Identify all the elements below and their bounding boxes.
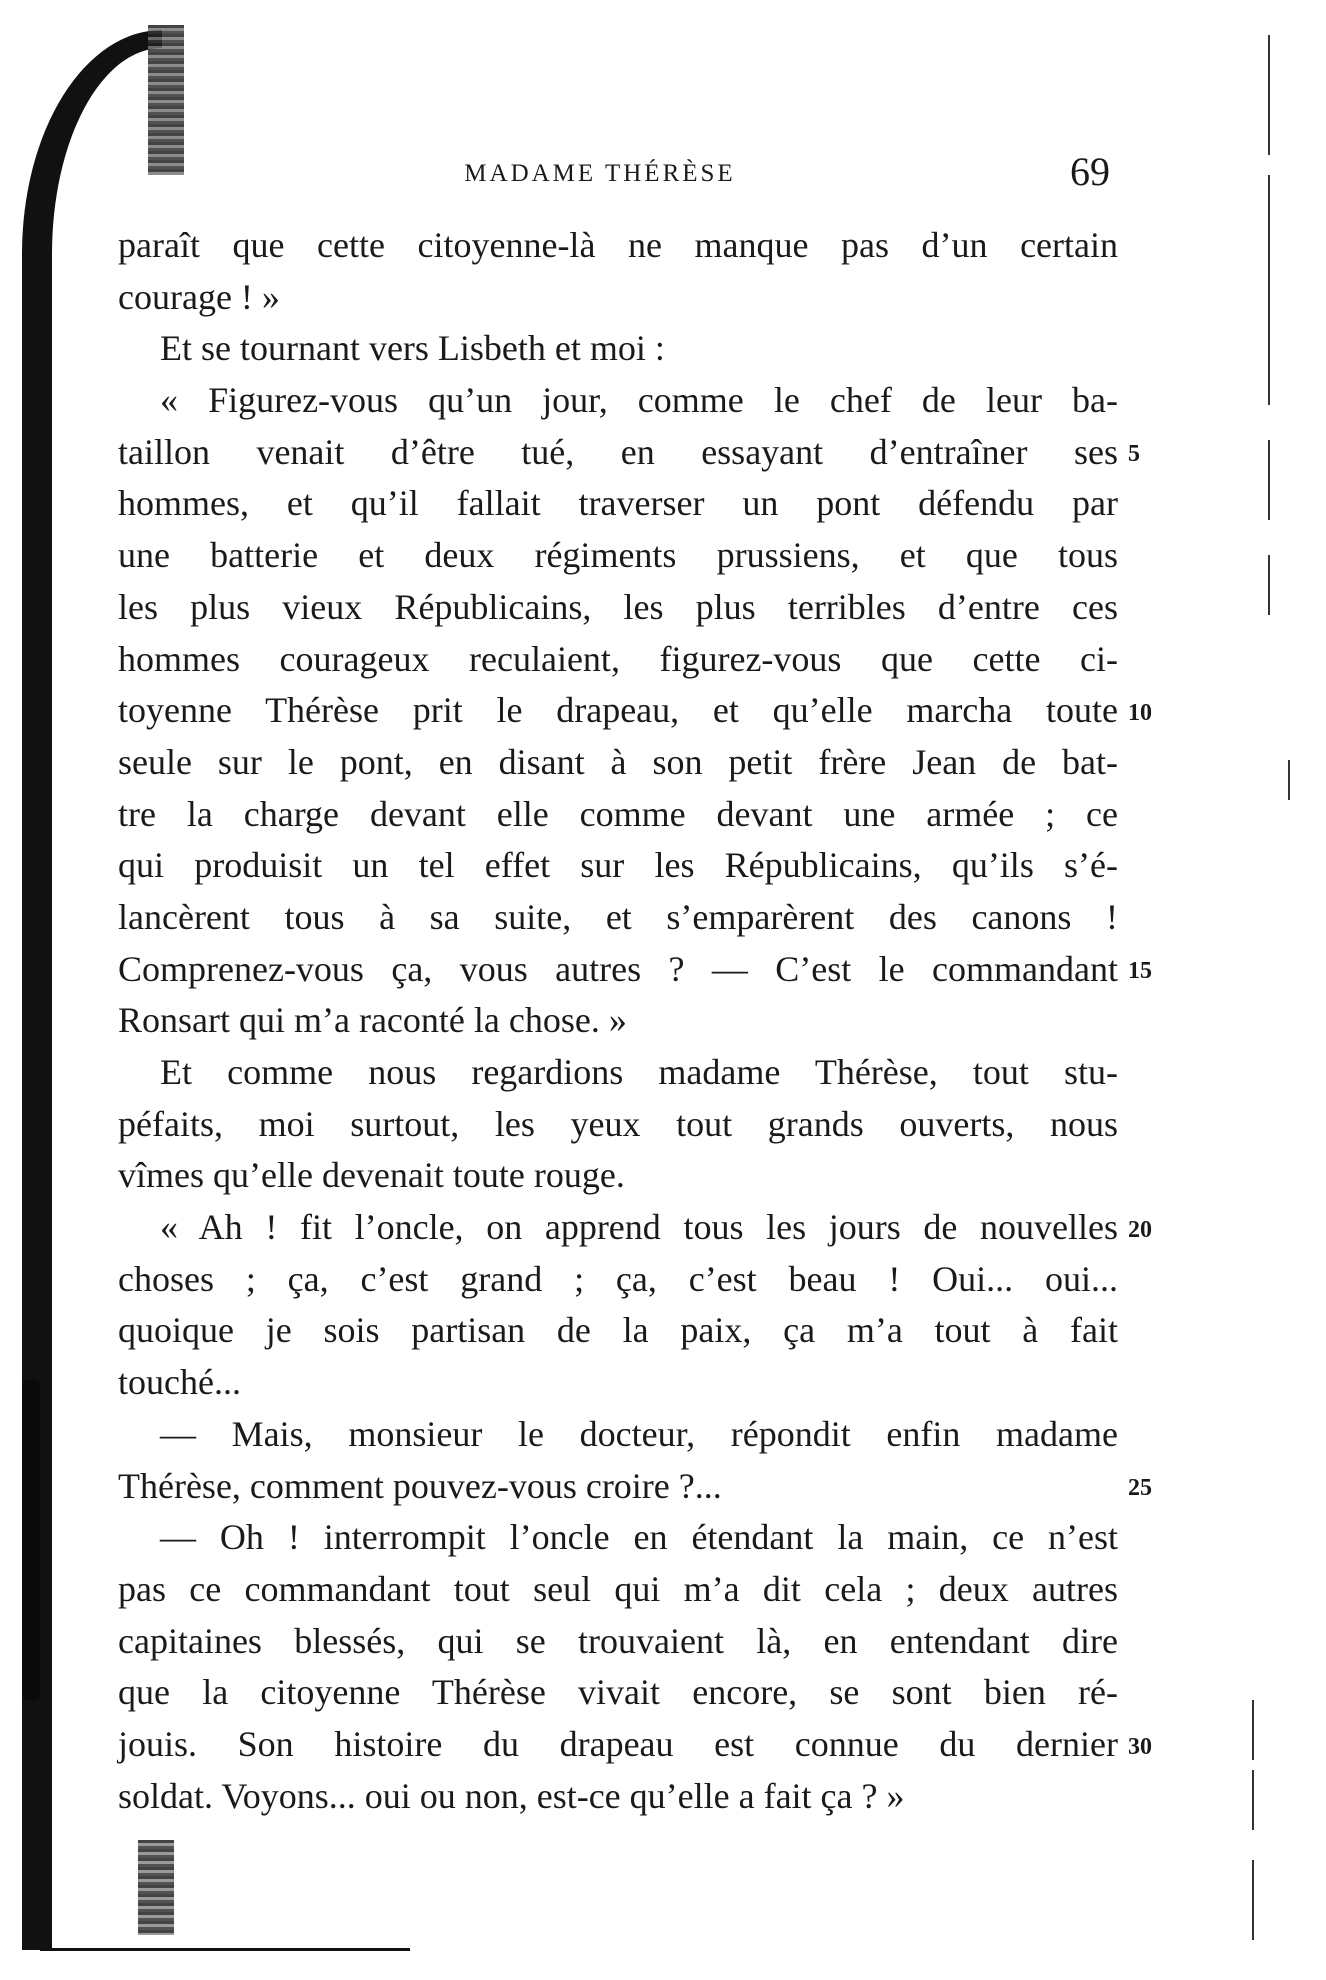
body-text xyxy=(118,220,1118,1822)
line-number: 25 xyxy=(1128,1475,1152,1501)
text-line: hommes courageux reculaient, figurez-vous que cette ci- xyxy=(118,638,1118,679)
scan-mark xyxy=(1252,1700,1254,1760)
text-line: vîmes qu’elle devenait toute rouge. xyxy=(118,1155,625,1196)
text-line: Comprenez-vous ça, vous autres ? — C’est le commandant xyxy=(118,948,1118,989)
scan-mark xyxy=(1268,175,1270,405)
binding-mark-top xyxy=(148,25,184,175)
text-line: hommes, et qu’il fallait traverser un pont défendu par xyxy=(118,483,1118,524)
text-line: « Ah ! fit l’oncle, on apprend tous les jours de nouvelles xyxy=(160,1207,1118,1248)
text-line: tre la charge devant elle comme devant une armée ; ce xyxy=(118,793,1118,834)
text-line: taillon venait d’être tué, en essayant d’entraîner ses xyxy=(118,431,1118,472)
line-number: 10 xyxy=(1128,700,1152,726)
text-line: Et comme nous regardions madame Thérèse, tout stu- xyxy=(160,1052,1118,1092)
line-number: 30 xyxy=(1128,1734,1152,1760)
text-line: toyenne Thérèse prit le drapeau, et qu’elle marcha toute xyxy=(118,690,1118,731)
running-title: MADAME THÉRÈSE xyxy=(464,160,736,187)
scan-mark xyxy=(1252,1860,1254,1940)
text-line: pas ce commandant tout seul qui m’a dit cela ; deux autres xyxy=(118,1568,1118,1609)
line-number: 15 xyxy=(1128,958,1152,984)
scan-mark xyxy=(1268,555,1270,615)
scan-mark xyxy=(1268,440,1270,520)
line-number: 20 xyxy=(1128,1217,1152,1243)
text-line: paraît que cette citoyenne-là ne manque pas d’un certain xyxy=(118,225,1118,265)
text-line: seule sur le pont, en disant à son petit frère Jean de bat- xyxy=(118,741,1118,782)
text-line: — Oh ! interrompit l’oncle en étendant la main, ce n’est xyxy=(160,1517,1118,1558)
text-line: Thérèse, comment pouvez-vous croire ?... xyxy=(118,1465,722,1506)
text-line: — Mais, monsieur le docteur, répondit enfin madame xyxy=(160,1413,1118,1454)
page-edge-bar xyxy=(22,1380,40,1700)
text-line: les plus vieux Républicains, les plus terribles d’entre ces xyxy=(118,586,1118,627)
text-line: péfaits, moi surtout, les yeux tout grands ouverts, nous xyxy=(118,1103,1118,1144)
text-line: jouis. Son histoire du drapeau est connue du dernier xyxy=(118,1723,1118,1764)
text-line: Ronsart qui m’a raconté la chose. » xyxy=(118,1000,627,1041)
scan-mark xyxy=(1268,35,1270,155)
text-line: courage ! » xyxy=(118,276,280,317)
text-line: qui produisit un tel effet sur les Républicains, qu’ils s’é- xyxy=(118,845,1118,886)
scan-mark xyxy=(1288,760,1290,800)
text-line: une batterie et deux régiments prussiens, et que tous xyxy=(118,535,1118,576)
binding-mark-bottom xyxy=(138,1840,174,1935)
text-line: « Figurez-vous qu’un jour, comme le chef de leur ba- xyxy=(160,380,1118,421)
text-line: soldat. Voyons... oui ou non, est-ce qu’elle a fait ça ? » xyxy=(118,1775,905,1816)
scan-mark xyxy=(1252,1770,1254,1830)
text-line: Et se tournant vers Lisbeth et moi : xyxy=(160,328,665,369)
text-line: capitaines blessés, qui se trouvaient là, en entendant dire xyxy=(118,1620,1118,1661)
line-number: 5 xyxy=(1128,441,1140,467)
text-line: lancèrent tous à sa suite, et s’emparèrent des canons ! xyxy=(118,896,1118,937)
page-edge-bottom xyxy=(40,1948,410,1951)
text-line: que la citoyenne Thérèse vivait encore, se sont bien ré- xyxy=(118,1672,1118,1713)
text-line: touché... xyxy=(118,1362,241,1403)
text-line: quoique je sois partisan de la paix, ça m’a tout à fait xyxy=(118,1310,1118,1351)
text-line: choses ; ça, c’est grand ; ça, c’est beau ! Oui... oui... xyxy=(118,1258,1118,1299)
page-number: 69 xyxy=(1070,149,1110,194)
